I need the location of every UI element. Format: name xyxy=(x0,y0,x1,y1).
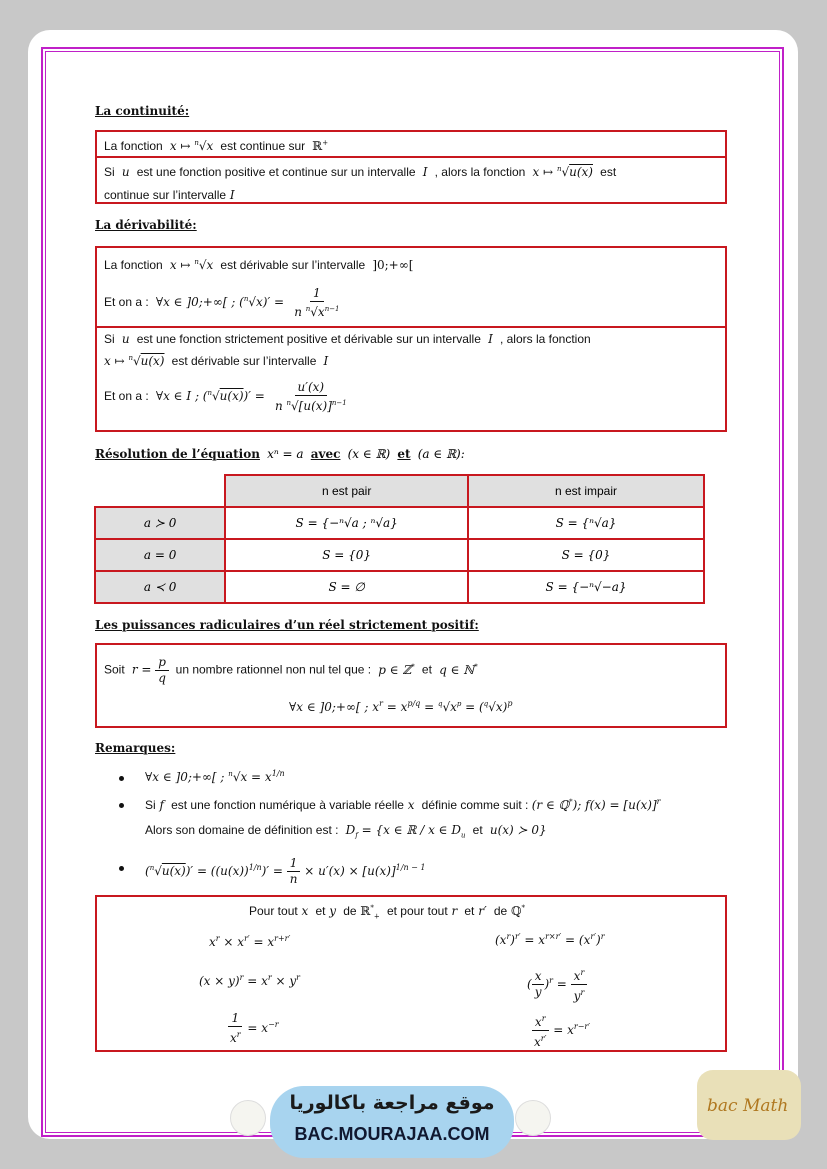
deriv-row1: La fonction x ↦ $^n$√x est dérivable sur l’intervalle ]0;+∞[ xyxy=(104,258,414,272)
row-divider xyxy=(97,326,725,328)
cond-cell: a = 0 xyxy=(95,539,225,571)
remarque-3: $(^n√u(x))' = ((u(x))^{1/n})'$ = $\frac{1}{n}$ × $u'(x) \times [u(x)]^{1/n - 1}$ xyxy=(145,856,426,886)
proprietes-header: Pour tout x et y de ℝ*$_+$ et pour tout r et r′ de ℚ* xyxy=(249,904,525,921)
site-logo-right xyxy=(515,1100,551,1136)
prop-2: $(x^r)^{r'} = x^{r\times r'} = (x^{r'})^r$ xyxy=(495,932,605,947)
heading-resolution-line: Résolution de l’équation xⁿ = a avec (x ∈ ℝ) et (a ∈ ℝ): xyxy=(95,447,465,461)
heading-puissances: Les puissances radiculaires d’un réel strictement positif: xyxy=(95,618,479,632)
bullet xyxy=(119,803,124,808)
bullet xyxy=(119,776,124,781)
heading-resolution: Résolution de l’équation xyxy=(95,447,260,461)
pair-cell: S = ∅ xyxy=(225,571,468,603)
resolution-table xyxy=(94,474,705,604)
site-logo-left xyxy=(230,1100,266,1136)
prop-4: ( $\frac{x}{y}$ )$^r$ = $\frac{x^r}{y^r}$ xyxy=(527,965,587,1004)
col-impair-header: n est impair xyxy=(468,475,704,507)
derivabilite-box xyxy=(95,246,727,432)
pair-cell: S = {0} xyxy=(225,539,468,571)
continuite-box xyxy=(95,130,727,204)
cond-cell: a ≺ 0 xyxy=(95,571,225,603)
continuite-row2: Si u est une fonction positive et continue sur un intervalle I , alors la fonction x ↦ $^n$√u(x) est xyxy=(104,165,617,179)
cond-cell: a ≻ 0 xyxy=(95,507,225,539)
bac-math-badge xyxy=(697,1070,801,1140)
puissances-box xyxy=(95,643,727,728)
heading-derivabilite: La dérivabilité: xyxy=(95,218,197,232)
puissances-row1: Soit r = $\frac{p}{q}$ un nombre rationnel non nul tel que : p ∈ ℤ* et q ∈ ℕ* xyxy=(104,655,478,685)
continuite-row1: La fonction x ↦ $^n$√x est continue sur ℝ+ xyxy=(104,139,329,153)
deriv-fraction: $\frac{1}{n ^n√x^{n-1}}$ xyxy=(294,286,340,319)
impair-cell: S = {0} xyxy=(468,539,704,571)
prop-5: $\frac{1}{x^r}$ = $x^{-r}$ xyxy=(230,1011,279,1045)
deriv-row4: x ↦ $^n$√u(x) est dérivable sur l’intervalle I xyxy=(104,354,329,368)
footer-site-link[interactable]: BAC.MOURAJAA.COM xyxy=(294,1124,490,1144)
heading-remarques: Remarques: xyxy=(95,741,176,755)
prop-1: $x^r \times x^{r'} = x^{r+r'}$ xyxy=(209,934,291,949)
continuite-row2-cont: continue sur l’intervalle I xyxy=(104,188,235,202)
bullet xyxy=(119,866,124,871)
col-pair-header: n est pair xyxy=(225,475,468,507)
prop-3: $(x \times y)^r = x^r \times y^r$ xyxy=(199,973,300,988)
remarque-1: ∀x ∈ ]0;+∞[ ; $^n√x = x^{1/n}$ xyxy=(145,769,285,784)
remarque-2-domain: Alors son domaine de définition est : $D_f = \{x$ ∈ ℝ / x ∈ $D_u$ et u(x) ≻ 0} xyxy=(145,823,547,840)
impair-cell: S = {ⁿ√a} xyxy=(468,507,704,539)
deriv-row3: Si u est une fonction strictement positive et dérivable sur un intervalle I , alors la fonction xyxy=(104,332,591,346)
row-divider xyxy=(97,156,725,158)
pair-cell: S = {−ⁿ√a ; ⁿ√a} xyxy=(225,507,468,539)
prop-6: $\frac{x^r}{x^{r'}}$ = $x^{r-r'}$ xyxy=(531,1011,590,1050)
heading-continuite: La continuité: xyxy=(95,104,190,118)
footer-arabic-title: موقع مراجعة باكالوريا xyxy=(289,1092,495,1114)
deriv-row5: Et on a : ∀x ∈ I ; ($^n$√u(x))′ = $\frac{u'(x)}{n ^n√[u(x)]^{n-1}}$ xyxy=(104,380,350,414)
impair-cell: S = {−ⁿ√−a} xyxy=(468,571,704,603)
deriv-row2: Et on a : ∀x ∈ ]0;+∞[ ; ($^n$√x)′ = $\frac{1}{n ^n√x^{n-1}}$ xyxy=(104,286,343,320)
badge-text: bac Math xyxy=(707,1096,789,1116)
proprietes-box xyxy=(95,895,727,1052)
remarque-2: Si f est une fonction numérique à variable réelle x définie comme suit : (r ∈ ℚ*); $f(x) = [u(x)]^r$ xyxy=(145,797,661,812)
puissances-formula: ∀x ∈ ]0;+∞[ ; $x^r = x^{p/q} = ^q√x^p = (^q√x)^p$ xyxy=(289,699,513,714)
deriv-fraction-2: $\frac{u'(x)}{n ^n√[u(x)]^{n-1}}$ xyxy=(274,380,347,413)
